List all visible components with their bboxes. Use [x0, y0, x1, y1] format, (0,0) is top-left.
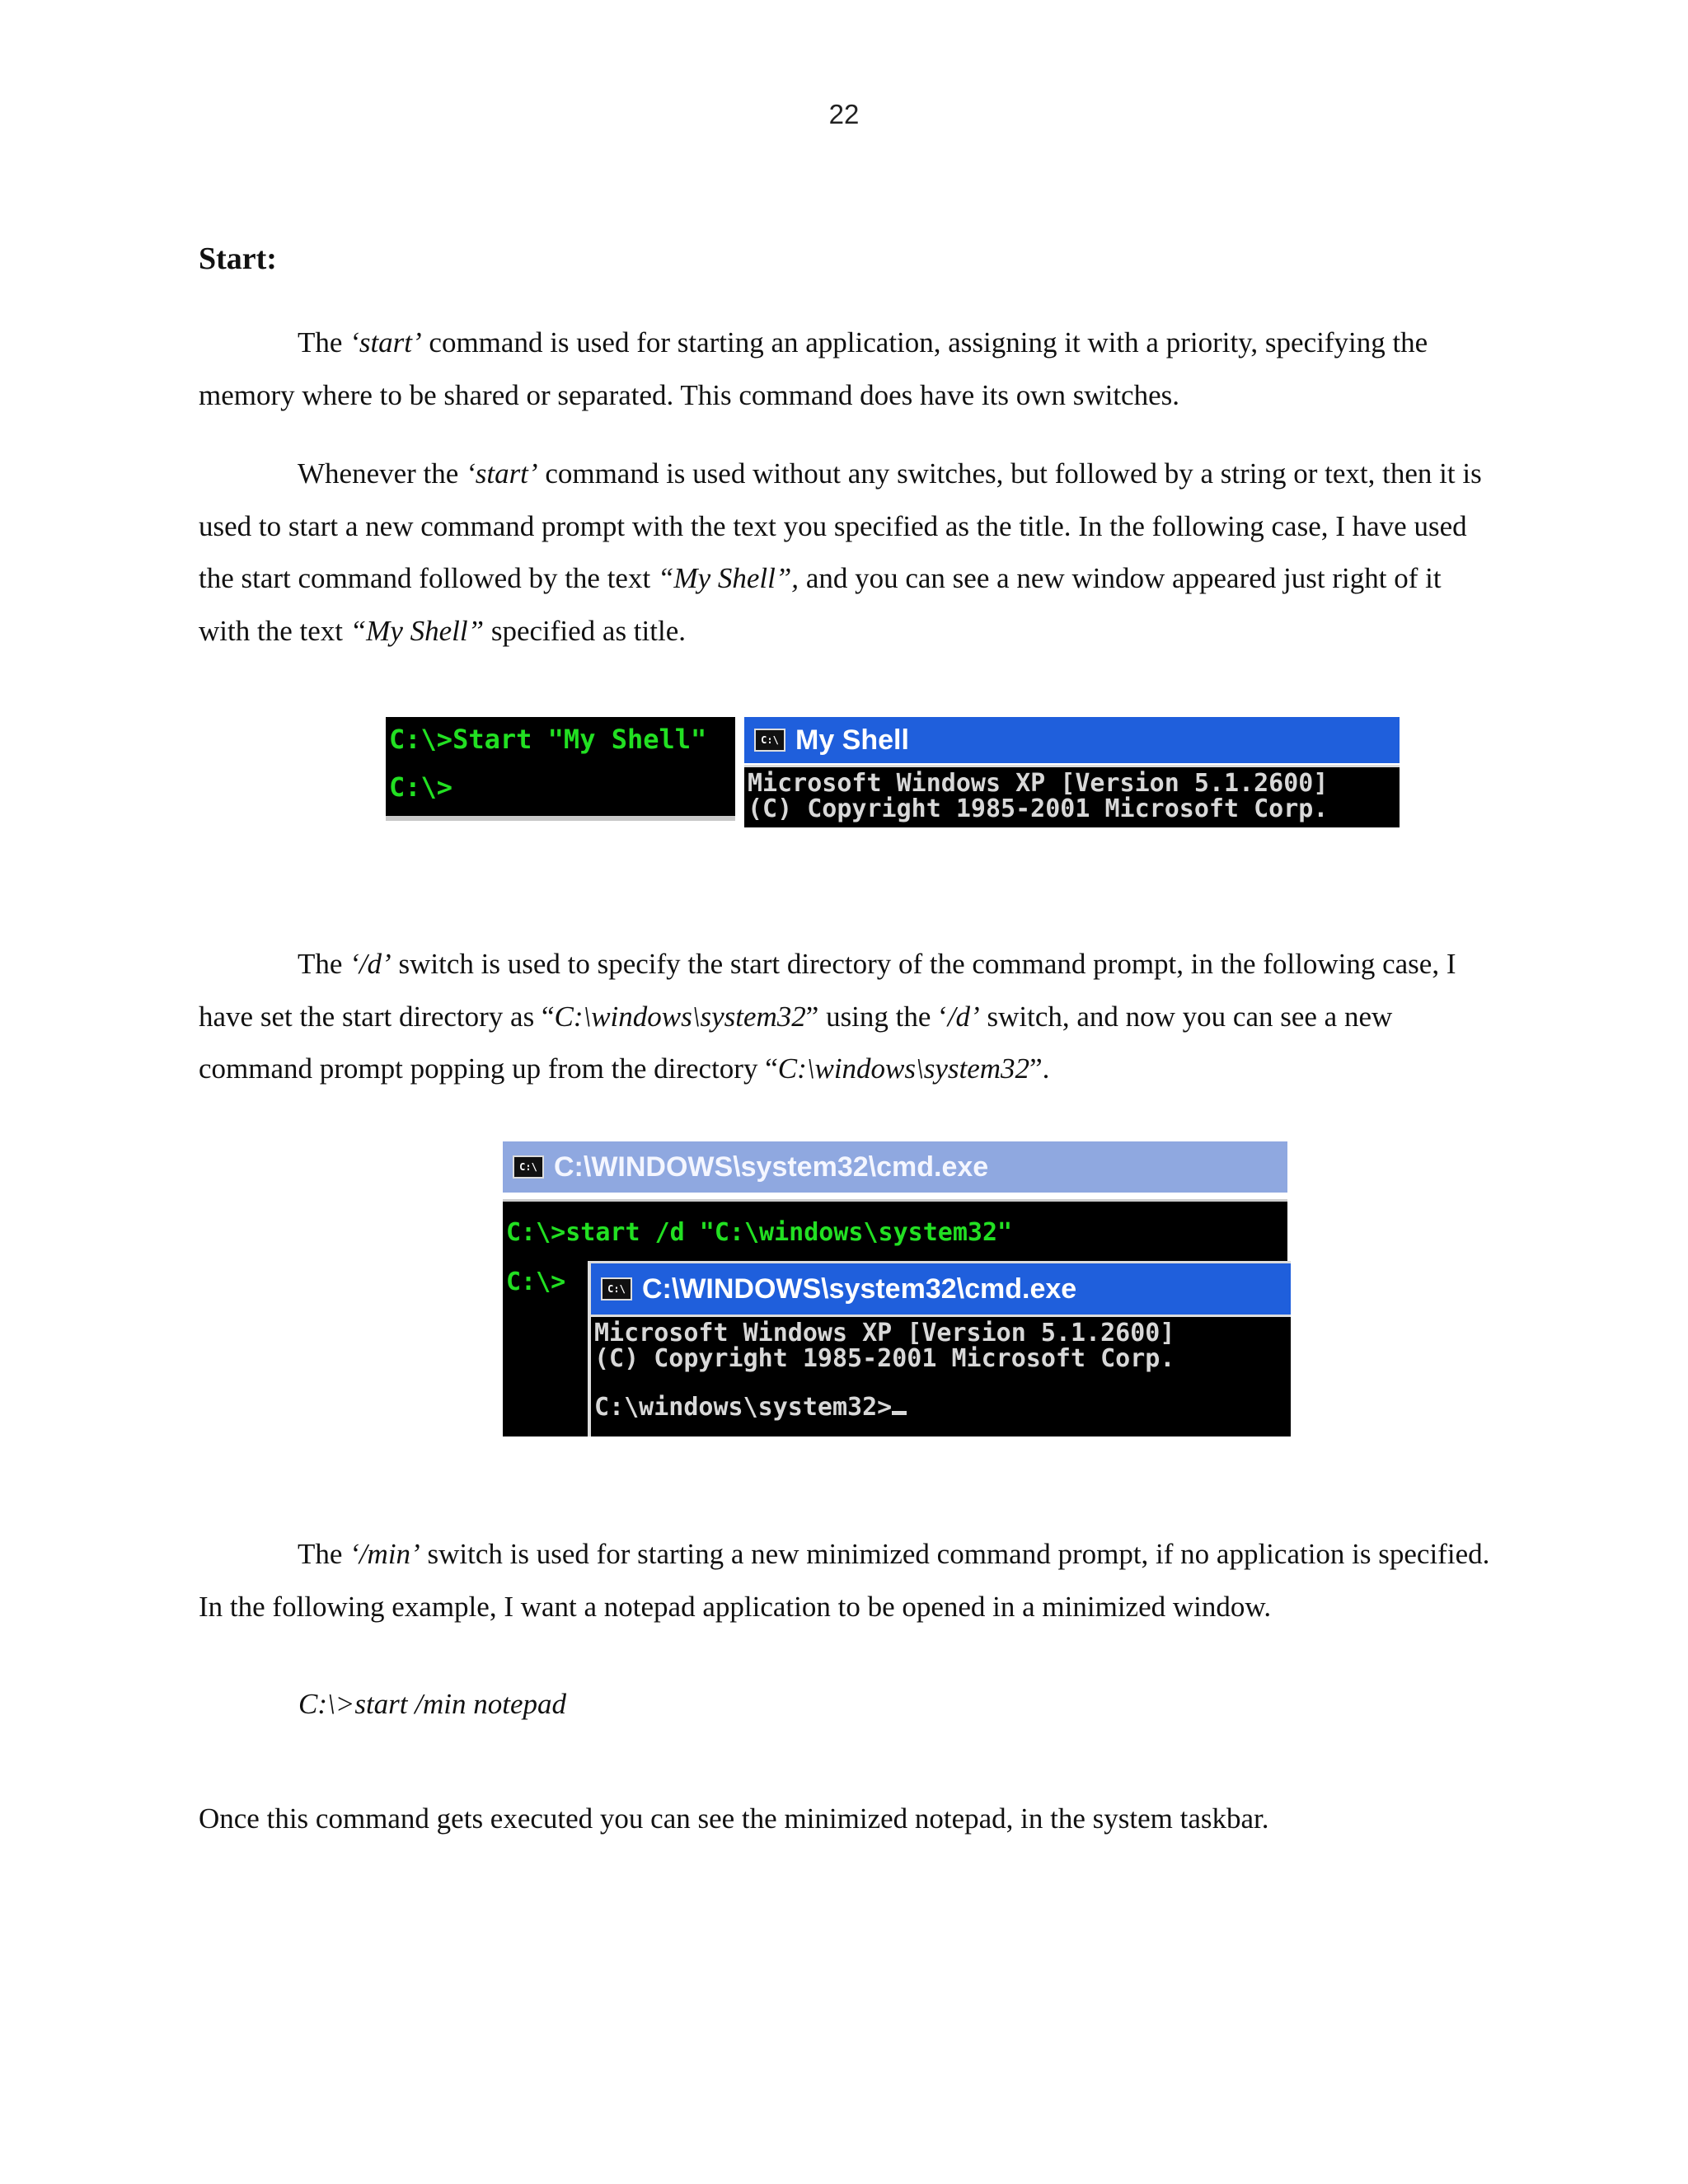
console-prompt-line: [594, 1393, 907, 1422]
text-run-italic: C:\windows\system32: [554, 1000, 806, 1033]
text-run: specified as title.: [484, 614, 686, 647]
paragraph-start-title: [199, 448, 1493, 657]
text-run: and you can see a new window appeared just right of it with the text: [199, 562, 1442, 647]
text-run: ” using the ‘: [805, 1000, 948, 1033]
console-line: C:\>: [389, 771, 453, 803]
console-line: C:\>: [506, 1268, 566, 1296]
my-shell-titlebar[interactable]: [744, 717, 1400, 763]
window-title: My Shell: [795, 724, 909, 756]
window-title: C:\WINDOWS\system32\cmd.exe: [554, 1151, 989, 1183]
console-line: C:\>Start "My Shell": [389, 724, 707, 755]
inner-window-titlebar[interactable]: [588, 1261, 1291, 1315]
paragraph-min-switch: [199, 1528, 1493, 1633]
paragraph-taskbar: Once this command gets executed you can see the minimized notepad, in the system taskbar.: [199, 1802, 1269, 1835]
my-shell-console: [744, 765, 1400, 827]
outer-window-titlebar[interactable]: [503, 1141, 1287, 1193]
text-run: The: [298, 948, 350, 980]
section-heading: Start:: [199, 241, 277, 276]
text-run: command is used for starting an application, assigning it with a priority, specifying the memory where to be shared or separated. This command does have its own switches.: [199, 326, 1428, 411]
inner-window-console: [588, 1315, 1291, 1436]
window-title: C:\WINDOWS\system32\cmd.exe: [642, 1272, 1077, 1305]
text-run-italic: “My Shell”: [349, 614, 485, 647]
text-run: The: [298, 1538, 350, 1570]
paragraph-d-switch: [199, 938, 1493, 1095]
text-cursor: [892, 1411, 907, 1415]
text-run-italic: “My Shell”,: [657, 562, 799, 594]
paragraph-start-intro: [199, 316, 1493, 421]
console-line: Microsoft Windows XP [Version 5.1.2600]: [748, 769, 1329, 798]
cmd-icon: C:\: [754, 729, 785, 752]
text-run: switch, and now you can see a new command prompt popping up from the directory “: [199, 1000, 1393, 1085]
console-line: (C) Copyright 1985-2001 Microsoft Corp.: [594, 1344, 1175, 1373]
text-run: switch is used for starting a new minimized command prompt, if no application is specified. In the following example, I want a notepad application to be opened in a minimized window.: [199, 1538, 1490, 1623]
text-run-italic: ‘/d’: [349, 948, 392, 980]
left-console: [386, 717, 735, 821]
text-run: command is used without any switches, but followed by a string or text, then it is used to start a new command prompt with the text you specified as the title. In the following case, I have used the start command followed by the text: [199, 457, 1482, 594]
console-line: Microsoft Windows XP [Version 5.1.2600]: [594, 1319, 1175, 1347]
text-run-italic: C:\windows\system32: [777, 1052, 1030, 1085]
text-run-italic: ‘/min’: [349, 1538, 420, 1570]
console-line: C:\>start /d "C:\windows\system32": [506, 1218, 1013, 1247]
text-run: switch is used to specify the start directory of the command prompt, in the following case, I have set the start directory as “: [199, 948, 1456, 1033]
text-run: The: [298, 326, 350, 359]
text-run-italic: ‘start’: [349, 326, 422, 359]
cmd-icon: C:\: [601, 1277, 632, 1301]
text-run-italic: ‘start’: [466, 457, 538, 490]
text-run: ”.: [1029, 1052, 1050, 1085]
page-number: 22: [828, 99, 860, 129]
example-command: C:\>start /min notepad: [298, 1688, 567, 1720]
text-run: Whenever the: [298, 457, 467, 490]
cmd-icon: C:\: [513, 1155, 544, 1179]
console-line: (C) Copyright 1985-2001 Microsoft Corp.: [748, 794, 1329, 823]
text-run-italic: /d’: [947, 1000, 980, 1033]
console-line: C:\windows\system32>: [594, 1393, 893, 1422]
